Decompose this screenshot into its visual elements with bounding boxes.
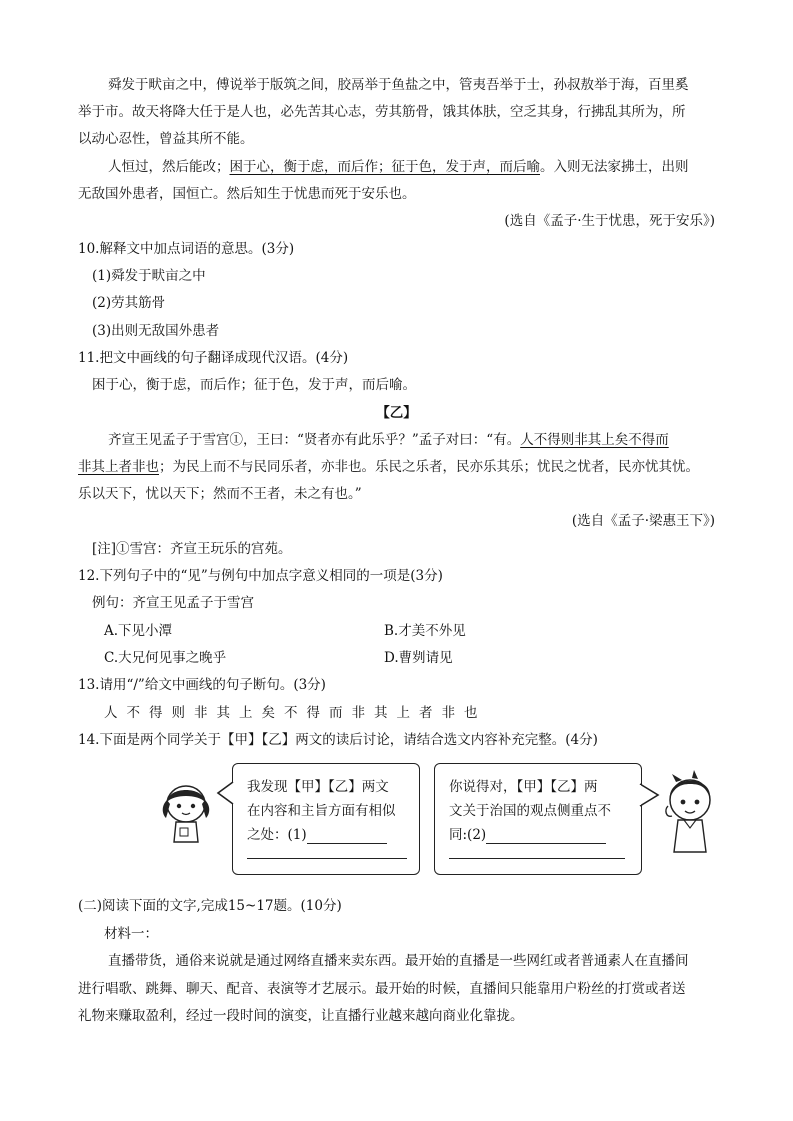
passage-text: ；为民上而不与民同乐者，亦非也。乐民之乐者，民亦乐其乐；忧民之忧者，民亦忧其忧。: [159, 459, 699, 475]
bubble-text: [449, 826, 606, 844]
question-11-sentence: 困于心，衡于虑，而后作；征于色，发于声，而后喻。: [92, 377, 416, 393]
passage-note: [注]①雪宫：齐宣王玩乐的宫苑。: [92, 541, 292, 557]
option-c[interactable]: C.大兄何见事之晚乎: [104, 650, 227, 666]
passage-line: [108, 431, 669, 449]
passage-line: [78, 458, 699, 476]
bubble-text: [247, 826, 387, 844]
passage-line: [108, 158, 689, 176]
passage-line: 举于市。故天将降大任于是人也，必先苦其心志，劳其筋骨，饿其体肤，空乏其身，行拂乱其所为，所: [78, 104, 686, 120]
underlined-sentence: 人不得则非其上矣不得而: [520, 432, 669, 448]
boy-student-icon: [662, 770, 718, 854]
question-10-item: (3)出则无敌国外患者: [92, 323, 220, 339]
answer-blank-2[interactable]: [486, 843, 606, 844]
question-10-stem: 10.解释文中加点词语的意思。(3分): [78, 241, 295, 257]
material-line: 直播带货，通俗来说就是通过网络直播来卖东西。最开始的直播是一些网红或者普通素人在直播间: [108, 953, 689, 969]
bubble-tail-left: [216, 780, 236, 806]
passage-text: 齐宣王见孟子于雪宫①，王曰：“贤者亦有此乐乎？”孟子对曰：“有。: [108, 432, 521, 448]
answer-blank-1-line2[interactable]: [247, 858, 407, 859]
underlined-sentence: 非其上者非也: [78, 459, 159, 475]
passage-text: 。入则无法家拂士，出则: [540, 159, 689, 175]
material-line: 进行唱歌、跳舞、聊天、配音、表演等才艺展示。最开始的时候，直播间只能靠用户粉丝的打赏或者送: [78, 981, 686, 997]
option-a[interactable]: A.下见小潭: [104, 623, 173, 639]
passage-line: 乐以天下，忧以天下；然而不王者，未之有也。”: [78, 486, 362, 502]
girl-student-icon: [158, 780, 214, 846]
material-line: 礼物来赚取盈利，经过一段时间的演变，让直播行业越来越向商业化靠拢。: [78, 1008, 524, 1024]
bubble-text: 在内容和主旨方面有相似: [247, 803, 396, 819]
passage-line: 舜发于畎亩之中，傅说举于版筑之间，胶鬲举于鱼盐之中，管夷吾举于士，孙叔敖举于海，百里奚: [108, 77, 689, 93]
right-speech-bubble: [434, 763, 642, 875]
bubble-label: 同:(2): [449, 827, 487, 843]
question-10-item: (1)舜发于畎亩之中: [92, 268, 206, 284]
material-label: 材料一：: [104, 926, 158, 942]
question-13-stem: 13.请用“/”给文中画线的句子断句。(3分): [78, 677, 326, 693]
question-14-stem: 14.下面是两个同学关于【甲】【乙】两文的读后讨论，请结合选文内容补充完整。(4分): [78, 732, 598, 748]
passage-line: 以动心忍性，曾益其所不能。: [78, 131, 254, 147]
passage-yi-heading: 【乙】: [376, 405, 417, 421]
answer-blank-2-line2[interactable]: [449, 858, 625, 859]
passage-source: (选自《孟子·生于忧患，死于安乐》): [504, 213, 715, 229]
question-12-stem: 12.下列句子中的“见”与例句中加点字意义相同的一项是(3分): [78, 568, 443, 584]
question-13-sentence: 人不得则非其上矣不得而非其上者非也: [104, 705, 487, 721]
question-12-example: 例句：齐宣王见孟子于雪宫: [92, 595, 254, 611]
bubble-text: 文关于治国的观点侧重点不: [449, 803, 611, 819]
bubble-text: 你说得对，【甲】【乙】两: [449, 779, 598, 795]
passage-source: (选自《孟子·梁惠王下》): [571, 513, 715, 529]
section-2-heading: (二)阅读下面的文字,完成15~17题。(10分): [78, 898, 342, 914]
left-speech-bubble: [232, 763, 420, 875]
option-d[interactable]: D.曹刿请见: [384, 650, 453, 666]
answer-blank-1[interactable]: [307, 843, 387, 844]
bubble-label: 之处：(1): [247, 827, 307, 843]
underlined-sentence: 困于心，衡于虑，而后作；征于色，发于声，而后喻: [229, 159, 540, 175]
question-10-item: (2)劳其筋骨: [92, 295, 166, 311]
question-11-stem: 11.把文中画线的句子翻译成现代汉语。(4分): [78, 350, 349, 366]
bubble-tail-right: [638, 782, 660, 808]
passage-line: 无敌国外患者，国恒亡。然后知生于忧患而死于安乐也。: [78, 186, 416, 202]
option-b[interactable]: B.才美不外见: [384, 623, 466, 639]
bubble-text: 我发现【甲】【乙】两文: [247, 779, 389, 795]
passage-text: 人恒过，然后能改；: [108, 159, 230, 175]
